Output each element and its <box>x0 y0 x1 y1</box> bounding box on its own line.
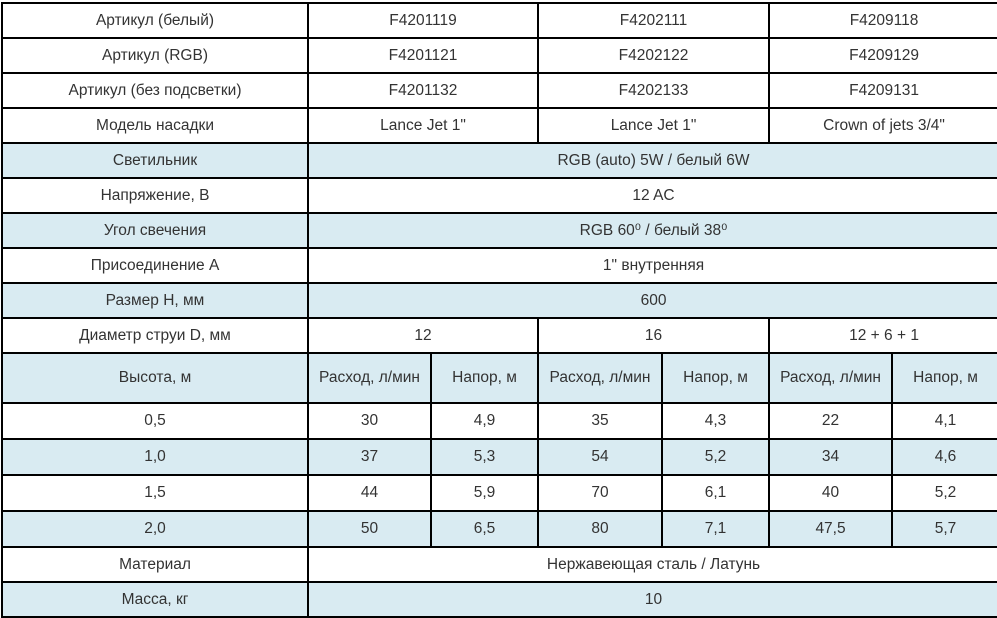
article-number: F4202122 <box>538 38 769 73</box>
article-number: F4202111 <box>538 3 769 38</box>
article-number: F4209131 <box>769 73 997 108</box>
flow-value: 34 <box>769 439 892 475</box>
head-value: 6,5 <box>431 511 538 547</box>
flow-value: 22 <box>769 403 892 439</box>
head-value: 5,2 <box>662 439 769 475</box>
row-perf-1-5 <box>2 475 997 511</box>
spec-value: 12 AC <box>308 178 997 213</box>
flow-value: 50 <box>308 511 431 547</box>
head-value: 5,7 <box>892 511 997 547</box>
flow-value: 54 <box>538 439 662 475</box>
row-model <box>2 108 997 143</box>
article-number: F4201119 <box>308 3 538 38</box>
column-header-head: Напор, м <box>662 353 769 403</box>
column-header-flow: Расход, л/мин <box>769 353 892 403</box>
flow-value: 37 <box>308 439 431 475</box>
row-perf-header <box>2 353 997 403</box>
row-perf-2-0 <box>2 511 997 547</box>
column-header-flow: Расход, л/мин <box>538 353 662 403</box>
head-value: 4,9 <box>431 403 538 439</box>
head-value: 4,3 <box>662 403 769 439</box>
diameter-value: 12 <box>308 318 538 353</box>
flow-value: 47,5 <box>769 511 892 547</box>
column-header-height: Высота, м <box>2 353 308 403</box>
article-number: F4201121 <box>308 38 538 73</box>
flow-value: 30 <box>308 403 431 439</box>
mass-value: 10 <box>308 582 997 617</box>
model-name: Lance Jet 1" <box>308 108 538 143</box>
flow-value: 44 <box>308 475 431 511</box>
head-value: 4,6 <box>892 439 997 475</box>
article-number: F4201132 <box>308 73 538 108</box>
diameter-value: 16 <box>538 318 769 353</box>
flow-value: 70 <box>538 475 662 511</box>
spec-table <box>1 2 997 618</box>
row-label: Светильник <box>2 143 308 178</box>
row-label: Присоединение A <box>2 248 308 283</box>
material-value: Нержавеющая сталь / Латунь <box>308 547 997 582</box>
row-label: Материал <box>2 547 308 582</box>
row-label: Угол свечения <box>2 213 308 248</box>
row-label: Диаметр струи D, мм <box>2 318 308 353</box>
height-value: 1,0 <box>2 439 308 475</box>
flow-value: 35 <box>538 403 662 439</box>
column-header-head: Напор, м <box>892 353 997 403</box>
row-connection <box>2 248 997 283</box>
spec-value: 1" внутренняя <box>308 248 997 283</box>
row-article-rgb <box>2 38 997 73</box>
diameter-value: 12 + 6 + 1 <box>769 318 997 353</box>
row-label: Артикул (белый) <box>2 3 308 38</box>
row-mass <box>2 582 997 617</box>
article-number: F4202133 <box>538 73 769 108</box>
row-label: Размер H, мм <box>2 283 308 318</box>
head-value: 5,3 <box>431 439 538 475</box>
row-article-white <box>2 3 997 38</box>
height-value: 2,0 <box>2 511 308 547</box>
head-value: 5,2 <box>892 475 997 511</box>
height-value: 0,5 <box>2 403 308 439</box>
head-value: 5,9 <box>431 475 538 511</box>
height-value: 1,5 <box>2 475 308 511</box>
row-jet-diameter <box>2 318 997 353</box>
spec-value: RGB (auto) 5W / белый 6W <box>308 143 997 178</box>
column-header-head: Напор, м <box>431 353 538 403</box>
head-value: 6,1 <box>662 475 769 511</box>
row-label: Артикул (без подсветки) <box>2 73 308 108</box>
flow-value: 80 <box>538 511 662 547</box>
head-value: 7,1 <box>662 511 769 547</box>
article-number: F4209129 <box>769 38 997 73</box>
row-label: Артикул (RGB) <box>2 38 308 73</box>
article-number: F4209118 <box>769 3 997 38</box>
row-label: Напряжение, В <box>2 178 308 213</box>
spec-value: RGB 60⁰ / белый 38⁰ <box>308 213 997 248</box>
row-perf-1-0 <box>2 439 997 475</box>
row-lamp <box>2 143 997 178</box>
row-perf-0-5 <box>2 403 997 439</box>
row-material <box>2 547 997 582</box>
flow-value: 40 <box>769 475 892 511</box>
row-label: Масса, кг <box>2 582 308 617</box>
row-size-h <box>2 283 997 318</box>
row-beam-angle <box>2 213 997 248</box>
model-name: Lance Jet 1" <box>538 108 769 143</box>
row-article-nolight <box>2 73 997 108</box>
spec-value: 600 <box>308 283 997 318</box>
model-name: Crown of jets 3/4" <box>769 108 997 143</box>
column-header-flow: Расход, л/мин <box>308 353 431 403</box>
head-value: 4,1 <box>892 403 997 439</box>
row-voltage <box>2 178 997 213</box>
row-label: Модель насадки <box>2 108 308 143</box>
